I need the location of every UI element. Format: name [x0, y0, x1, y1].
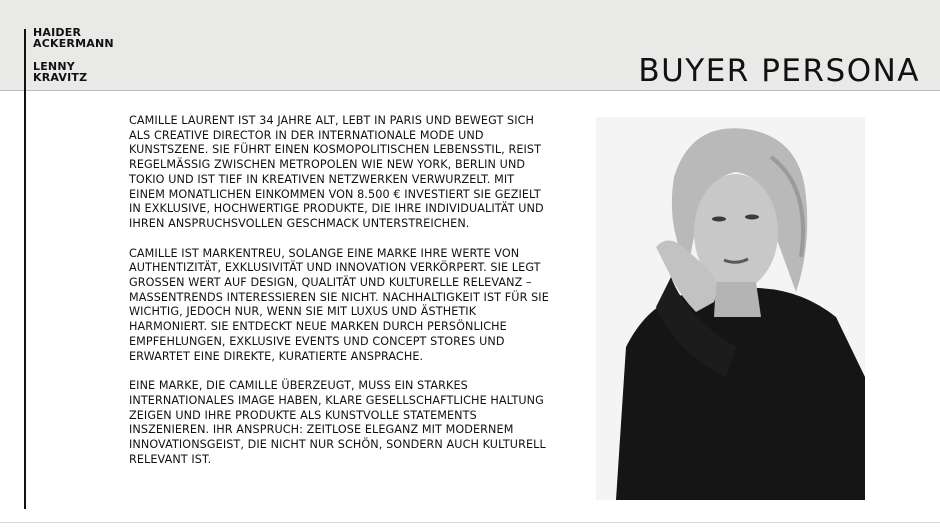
persona-description — [129, 114, 549, 482]
brand-name-kravitz: KRAVITZ — [33, 71, 88, 84]
brand-name-ackermann: ACKERMANN — [33, 37, 114, 50]
brand-name-haider: HAIDER — [33, 26, 82, 39]
persona-paragraph-2: CAMILLE IST MARKENTREU, SOLANGE EINE MARKE IHRE WERTE VON AUTHENTIZITÄT, EXKLUSIVITÄT UND INNOVATION VERKÖRPERT. SIE LEGT GROSSEN WERT AUF DESIGN, QUALITÄT UND KULTURELLE RELEVANZ – MASSENTRENDS INTERESSIEREN SIE NICHT. NACHHALTIGKEIT IST FÜR SIE WICHTIG, JEDOCH NUR, WENN SIE MIT LUXUS UND ÄSTHETIK HARMONIERT. SIE ENTDECKT NEUE MARKEN DURCH PERSÖNLICHE EMPFEHLUNGEN, EXKLUSIVE EVENTS UND CONCEPT STORES UND ERWARTET EINE DIREKTE, KURATIERTE ANSPRACHE. — [129, 246, 549, 363]
brand-name-lenny: LENNY — [33, 60, 75, 73]
persona-paragraph-1: CAMILLE LAURENT IST 34 JAHRE ALT, LEBT IN PARIS UND BEWEGT SICH ALS CREATIVE DIRECTOR IN DER INTERNATIONALE MODE UND KUNSTSZENE. SIE FÜHRT EINEN KOSMOPOLITISCHEN LEBENSSTIL, REIST REGELMÄSSIG ZWISCHEN METROPOLEN WIE NEW YORK, BERLIN UND TOKIO UND IST TIEF IN KREATIVEN NETZWERKEN VERWURZELT. MIT EINEM MONATLICHEN EINKOMMEN VON 8.500 € INVESTIERT SIE GEZIELT IN EXKLUSIVE, HOCHWERTIGE PRODUKTE, DIE IHRE INDIVIDUALITÄT UND IHREN ANSPRUCHSVOLLEN GESCHMACK UNTERSTREICHEN. — [129, 114, 544, 230]
persona-paragraph-3: EINE MARKE, DIE CAMILLE ÜBERZEUGT, MUSS EIN STARKES INTERNATIONALES IMAGE HABEN, KLARE GESELLSCHAFTLICHE HALTUNG ZEIGEN UND IHRE PRODUKTE ALS KUNSTVOLLE STATEMENTS INSZENIEREN. IHR ANSPRUCH: ZEITLOSE ELEGANZ MIT MODERNEM INNOVATIONSGEIST, DIE NICHT NUR SCHÖN, SONDERN AUCH KULTURELL RELEVANT IST. — [129, 379, 546, 466]
header-divider — [0, 90, 940, 91]
page-title: BUYER PERSONA — [638, 53, 920, 89]
persona-portrait-photo — [596, 117, 865, 500]
bottom-divider — [0, 522, 940, 523]
vertical-accent-bar — [24, 29, 26, 509]
portrait-illustration — [596, 117, 865, 500]
